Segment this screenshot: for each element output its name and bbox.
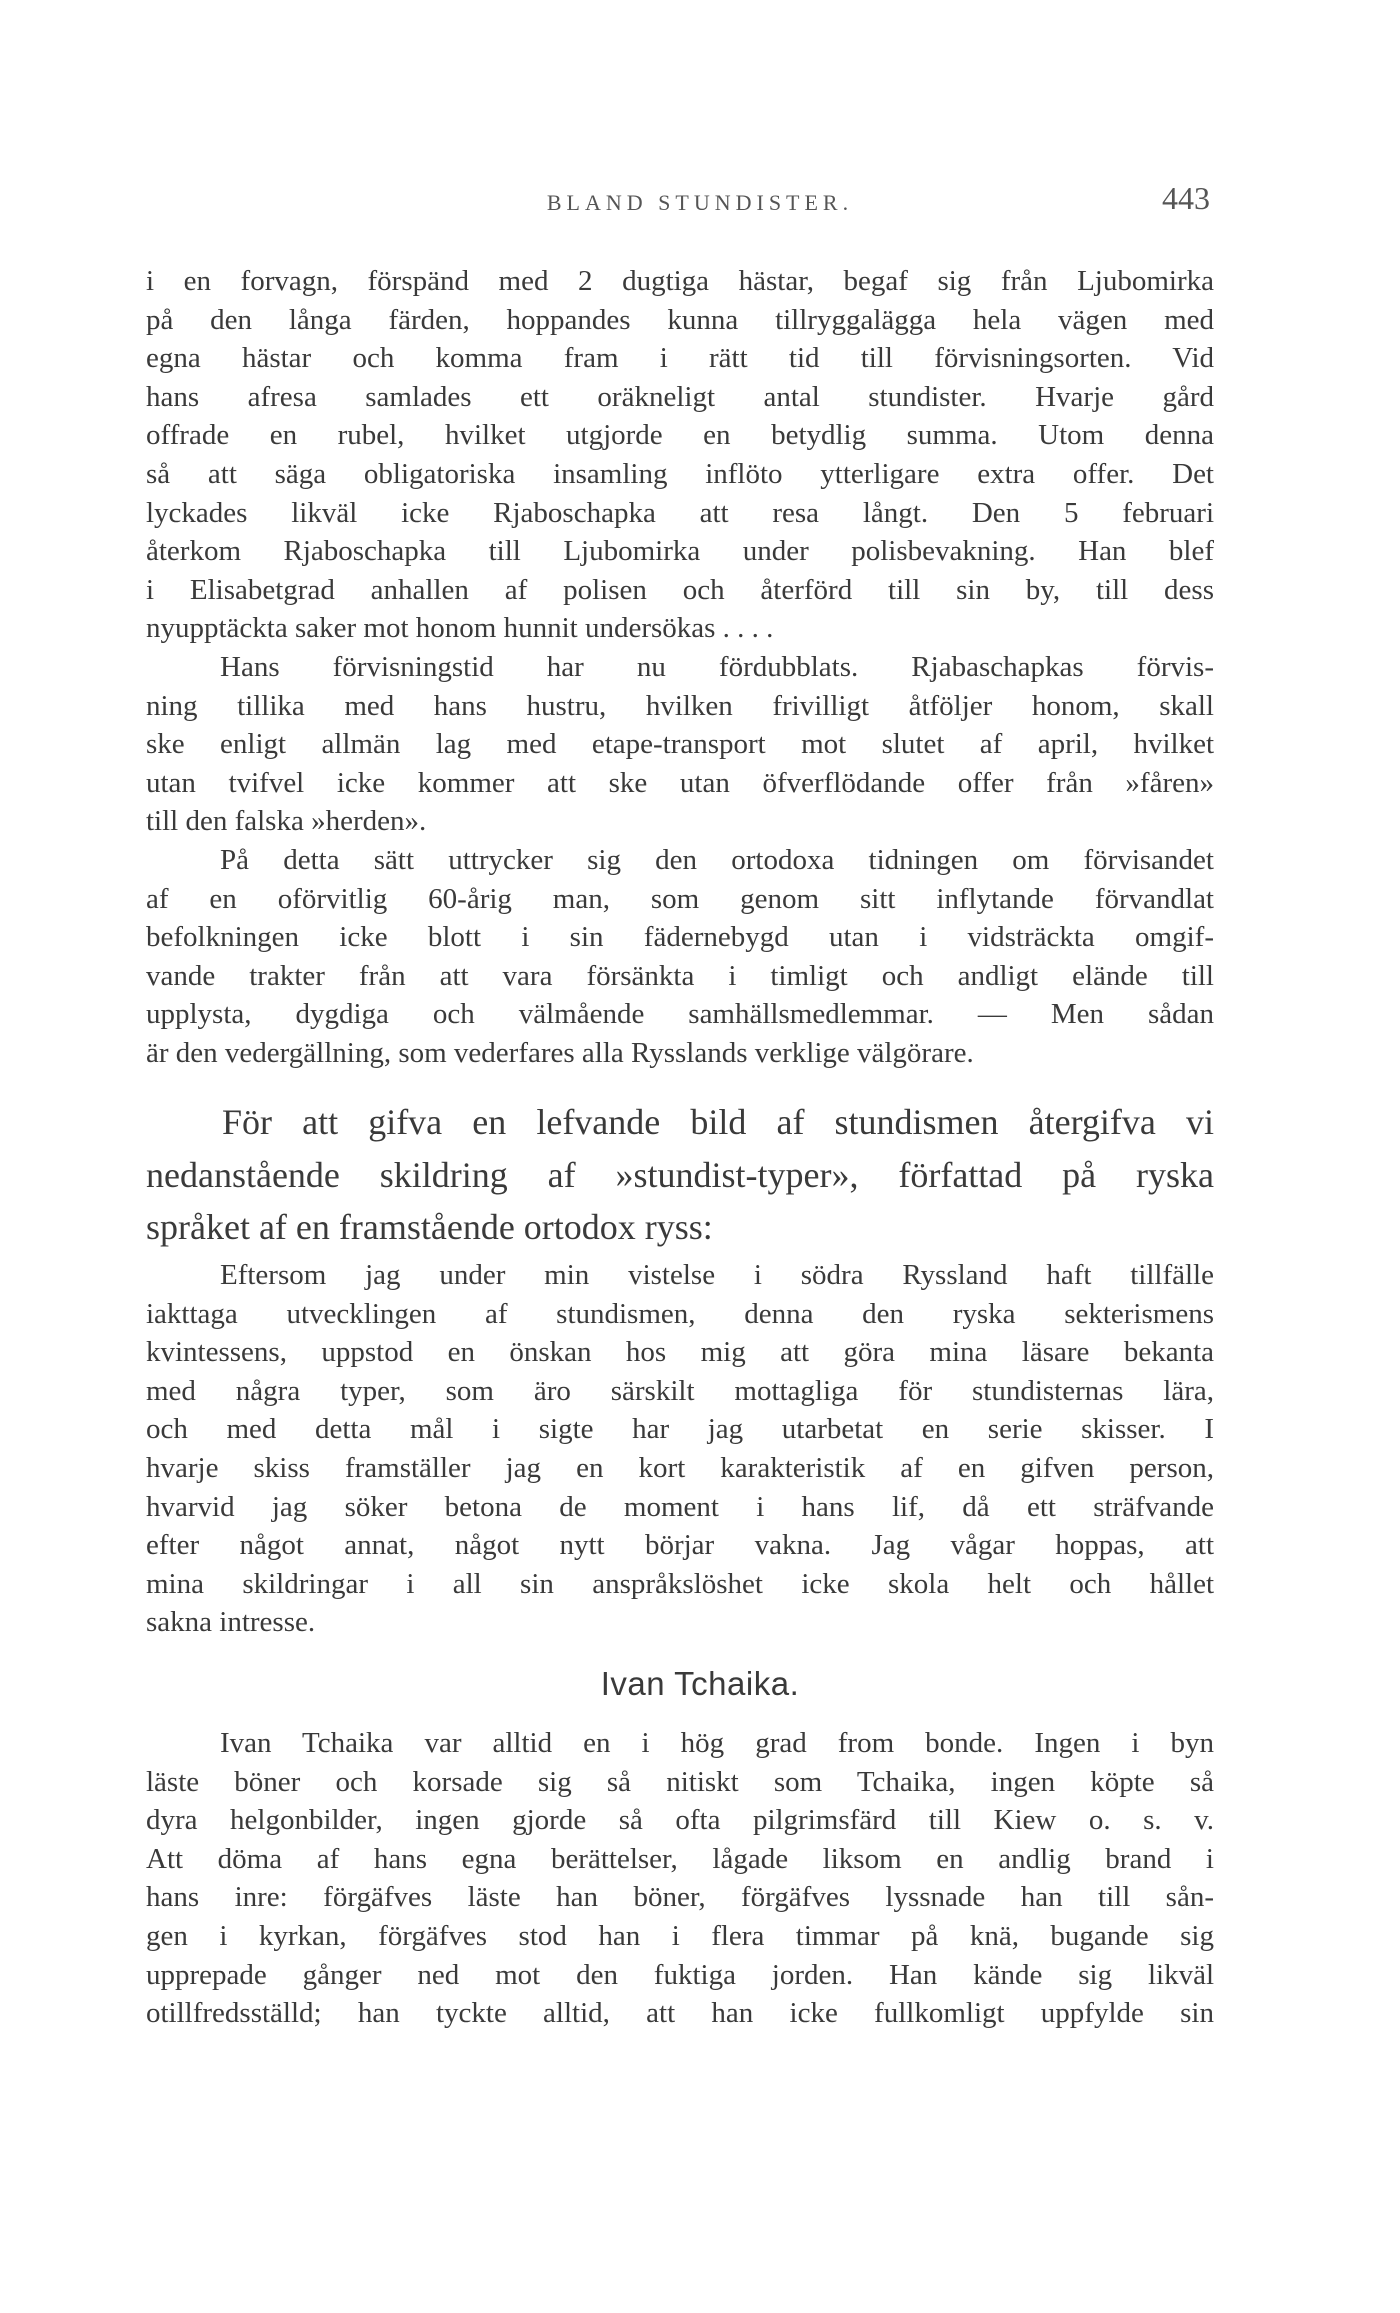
text-line: Hans förvisningstid har nu fördubblats. Rjabaschapkas förvis- xyxy=(220,651,1214,683)
text-line: mina skildringar i all sin anspråkslöshet icke skola helt och hållet xyxy=(146,1567,1214,1600)
text-line: är den vedergällning, som vederfares alla Rysslands verklige välgörare. xyxy=(146,1036,974,1069)
text-line: kvintessens, uppstod en önskan hos mig att göra mina läsare bekanta xyxy=(146,1336,1214,1369)
lead-line: För att gifva en lefvande bild af stundismen återgifva vi xyxy=(222,1102,1214,1142)
text-line: otillfredsställd; han tyckte alltid, att han icke fullkomligt uppfylde sin xyxy=(146,1997,1214,2030)
section-title: Ivan Tchaika. xyxy=(600,1665,800,1702)
text-line: upprepade gånger ned mot den fuktiga jorden. Han kände sig likväl xyxy=(146,1958,1214,1991)
paragraph-continuation xyxy=(146,262,1214,648)
text-line: lyckades likväl icke Rjaboschapka att resa långt. Den 5 februari xyxy=(146,496,1214,529)
lead-line: nedanstående skildring af »stundist-typer», författad på ryska xyxy=(146,1154,1214,1195)
text-line: så att säga obligatoriska insamling inflöto ytterligare extra offer. Det xyxy=(146,457,1214,490)
running-head: BLAND STUNDISTER. xyxy=(546,190,854,215)
lead-paragraph xyxy=(146,1096,1214,1254)
lead-line: språket af en framstående ortodox ryss: xyxy=(146,1207,713,1247)
text-line: dyra helgonbilder, ingen gjorde så ofta pilgrimsfärd till Kiew o. s. v. xyxy=(146,1804,1214,1837)
paragraph-exile xyxy=(146,648,1214,841)
text-line: upplysta, dygdiga och välmående samhällsmedlemmar. — Men sådan xyxy=(146,998,1214,1031)
text-line: i Elisabetgrad anhallen af polisen och återförd till sin by, till dess xyxy=(146,573,1214,606)
text-line: hans afresa samlades ett oräkneligt antal stundister. Hvarje gård xyxy=(146,380,1214,413)
page-number: 443 xyxy=(1162,180,1210,216)
text-line: återkom Rjaboschapka till Ljubomirka under polisbevakning. Han blef xyxy=(146,535,1214,568)
text-line: hvarvid jag söker betona de moment i hans lif, då ett sträfvande xyxy=(146,1490,1214,1523)
text-line: i en forvagn, förspänd med 2 dugtiga hästar, begaf sig från Ljubomirka xyxy=(146,265,1214,297)
text-line: På detta sätt uttrycker sig den ortodoxa tidningen om förvisandet xyxy=(220,844,1214,876)
text-line: egna hästar och komma fram i rätt tid till förvisningsorten. Vid xyxy=(146,342,1214,375)
text-line: af en oförvitlig 60-årig man, som genom sitt inflytande förvandlat xyxy=(146,882,1214,915)
text-line: efter något annat, något nytt börjar vakna. Jag vågar hoppas, att xyxy=(146,1529,1214,1562)
text-line: på den långa färden, hoppandes kunna tillryggalägga hela vägen med xyxy=(146,303,1214,336)
text-line: Ivan Tchaika var alltid en i hög grad from bonde. Ingen i byn xyxy=(220,1727,1214,1759)
text-line: hvarje skiss framställer jag en kort karakteristik af en gifven person, xyxy=(146,1451,1214,1484)
text-line: och med detta mål i sigte har jag utarbetat en serie skisser. I xyxy=(146,1413,1214,1446)
text-line: med några typer, som äro särskilt mottagliga för stundisternas lära, xyxy=(146,1374,1214,1407)
paragraph-introduction xyxy=(146,1256,1214,1642)
paragraph-ivan-tchaika xyxy=(146,1724,1214,2033)
paragraph-commentary xyxy=(146,841,1214,1073)
text-line: läste böner och korsade sig så nitiskt som Tchaika, ingen köpte så xyxy=(146,1765,1214,1798)
text-line: iakttaga utvecklingen af stundismen, denna den ryska sekterismens xyxy=(146,1297,1214,1330)
text-line: hans inre: förgäfves läste han böner, förgäfves lyssnade han till sån- xyxy=(146,1881,1214,1914)
text-line: gen i kyrkan, förgäfves stod han i flera timmar på knä, bugande sig xyxy=(146,1919,1214,1952)
text-line: vande trakter från att vara försänkta i timligt och andligt elände till xyxy=(146,959,1214,992)
text-line: sakna intresse. xyxy=(146,1606,316,1639)
text-line: ske enligt allmän lag med etape-transport mot slutet af april, hvilket xyxy=(146,728,1214,761)
text-line: befolkningen icke blott i sin fädernebygd utan i vidsträckta omgif- xyxy=(146,921,1214,954)
text-line: utan tvifvel icke kommer att ske utan öfverflödande offer från »fåren» xyxy=(146,766,1214,799)
text-line: Att döma af hans egna berättelser, lågade liksom en andlig brand i xyxy=(146,1842,1214,1875)
text-line: Eftersom jag under min vistelse i södra Ryssland haft tillfälle xyxy=(220,1259,1214,1291)
text-line: till den falska »herden». xyxy=(146,805,427,838)
text-line: offrade en rubel, hvilket utgjorde en betydlig summa. Utom denna xyxy=(146,419,1214,452)
text-line: ning tillika med hans hustru, hvilken frivilligt åtföljer honom, skall xyxy=(146,689,1214,722)
text-line: nyupptäckta saker mot honom hunnit undersökas . . . . xyxy=(146,612,774,645)
